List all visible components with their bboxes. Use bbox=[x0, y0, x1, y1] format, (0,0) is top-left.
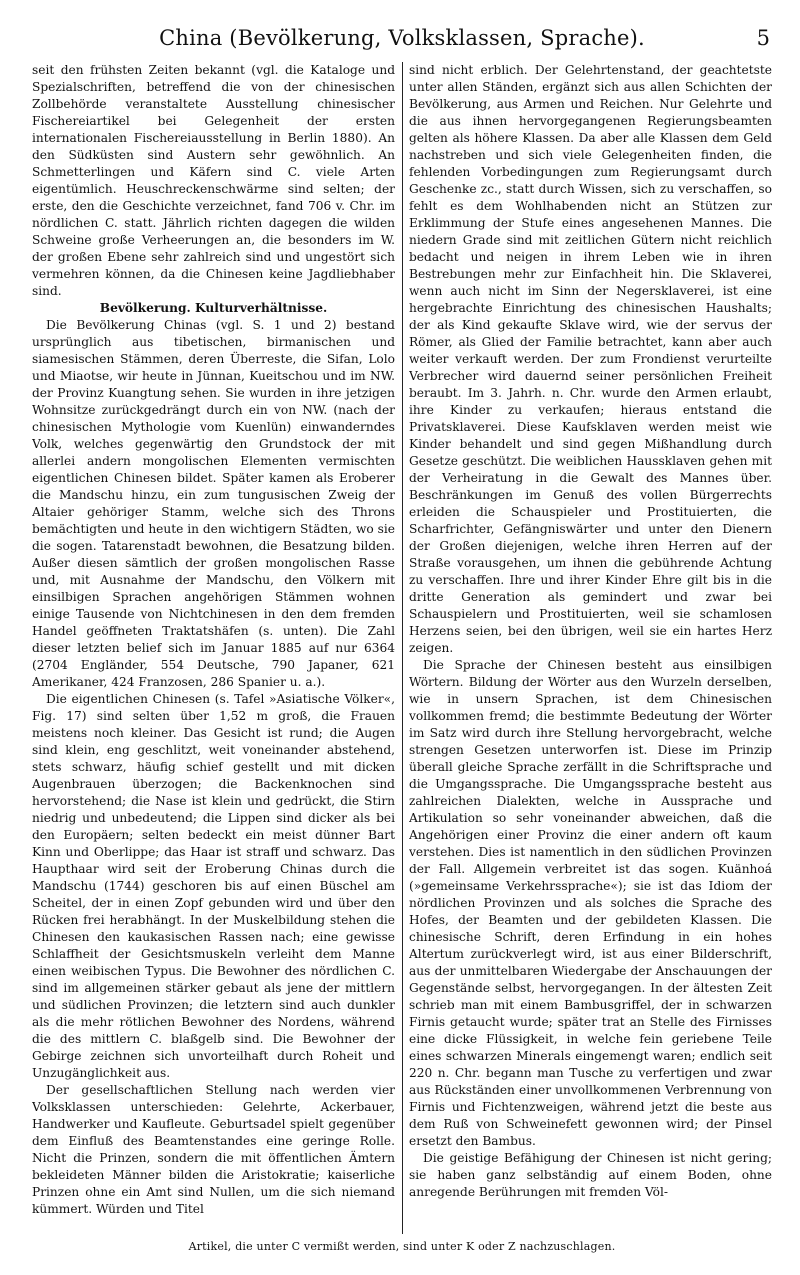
footer-note: Artikel, die unter C vermißt werden, sind unter K oder Z nachzuschlagen. bbox=[188, 1240, 616, 1253]
section-heading: Bevölkerung. Kulturverhältnisse. bbox=[99, 301, 328, 315]
text-columns bbox=[32, 62, 772, 1234]
left-column bbox=[32, 62, 395, 1234]
paragraph: seit den frühsten Zeiten bekannt (vgl. die Kataloge und Spezialschriften, betreffend die von der chinesischen Zollbehörde veranstaltete Ausstellung chinesischer Fischereiartikel bei Gelegenheit der ersten internationalen Fischereiausstellung in Berlin 1880). An den Südküsten sind Austern sehr gewöhnlich. An Schmetterlingen und Käfern sind C. viele Arten eigentümlich. Heuschreckenschwärme sind selten; der erste, den die Geschichte verzeichnet, fand 706 v. Chr. im nördlichen C. statt. Jährlich richten dagegen die wilden Schweine große Verheerungen an, die besonders im W. der großen Ebene sehr zahlreich sind und ungestört sich vermehren können, da die Chinesen keine Jagdliebhaber sind. bbox=[32, 63, 395, 298]
paragraph: Die Bevölkerung Chinas (vgl. S. 1 und 2) bestand ursprünglich aus tibetischen, birmanischen und siamesischen Stämmen, deren Überreste, die Sifan, Lolo und Miaotse, wir heute in Jünnan, Kueitschou und im NW. der Provinz Kuangtung sehen. Sie wurden in ihre jetzigen Wohnsitze zurückgedrängt durch ein von NW. (nach der chinesischen Mythologie vom Kuenlün) einwanderndes Volk, welches gegenwärtig den Grundstock der mit allerlei andern mongolischen Elementen vermischten eigentlichen Chinesen bildet. Später kamen als Eroberer die Mandschu hinzu, ein zum tungusischen Zweig der Altaier gehöriger Stamm, welche sich des Throns bemächtigten und heute in den wichtigern Städten, wo sie die sogen. Tatarenstadt bewohnen, die Besatzung bilden. Außer diesen sämtlich der großen mongolischen Rasse und, mit Ausnahme der Mandschu, den Völkern mit einsilbigen Sprachen angehörigen Stämmen wohnen einige Tausende von Nichtchinesen in den dem fremden Handel geöffneten Traktatshäfen (s. unten). Die Zahl dieser letzten belief sich im Januar 1885 auf nur 6364 (2704 Engländer, 554 Deutsche, 790 Japaner, 621 Amerikaner, 424 Franzosen, 286 Spanier u. a.). bbox=[32, 318, 395, 689]
page-header bbox=[32, 22, 772, 58]
column-divider bbox=[402, 62, 403, 1234]
paragraph: Der gesellschaftlichen Stellung nach werden vier Volksklassen unterschieden: Gelehrte, Ackerbauer, Handwerker und Kaufleute. Geburtsadel spielt gegenüber dem Einfluß des Beamtenstandes eine geringe Rolle. Nicht die Prinzen, sondern die mit öffentlichen Ämtern bekleideten Männer bilden die Aristokratie; kaiserliche Prinzen ohne ein Amt sind Nullen, um die sich niemand kümmert. Würden und Titel bbox=[32, 1083, 395, 1216]
right-column bbox=[409, 62, 772, 1234]
paragraph: Die eigentlichen Chinesen (s. Tafel »Asiatische Völker«, Fig. 17) sind selten über 1,52 m groß, die Frauen meistens noch kleiner. Das Gesicht ist rund; die Augen sind klein, eng geschlitzt, weit voneinander abstehend, stets schwarz, häufig schief gestellt und mit dicken Augenbrauen überzogen; die Backenknochen sind hervorstehend; die Nase ist klein und gedrückt, die Stirn niedrig und unbedeutend; die Lippen sind dicker als bei den Europäern; selten bedeckt ein meist dünner Bart Kinn und Oberlippe; das Haar ist straff und schwarz. Das Haupthaar wird seit der Eroberung Chinas durch die Mandschu (1744) geschoren bis auf einen Büschel am Scheitel, der in einen Zopf gebunden wird und über den Rücken frei herabhängt. In der Muskelbildung stehen die Chinesen den kaukasischen Rassen nach; eine gewisse Schlaffheit der Gesichtsmuskeln verleiht dem Manne einen weibischen Typus. Die Bewohner des nördlichen C. sind im allgemeinen stärker gebaut als jene der mittlern und südlichen Provinzen; die letztern sind auch dunkler als die mehr rötlichen Bewohner des Nordens, während die des mittlern C. blaßgelb sind. Die Bewohner der Gebirge zeichnen sich unvorteilhaft durch Roheit und Unzugänglichkeit aus. bbox=[32, 692, 395, 1080]
paragraph: Die geistige Befähigung der Chinesen ist nicht gering; sie haben ganz selbständig auf einem Boden, ohne anregende Berührungen mit fremden Völ- bbox=[409, 1151, 772, 1199]
paragraph: Die Sprache der Chinesen besteht aus einsilbigen Wörtern. Bildung der Wörter aus den Wurzeln derselben, wie in unsern Sprachen, ist dem Chinesischen vollkommen fremd; die bestimmte Bedeutung der Wörter im Satz wird durch ihre Stellung hervorgebracht, welche strengen Gesetzen unterworfen ist. Diese im Prinzip überall gleiche Sprache zerfällt in die Schriftsprache und die Umgangssprache. Die Umgangssprache besteht aus zahlreichen Dialekten, welche in Aussprache und Artikulation so sehr voneinander abweichen, daß die Angehörigen einer Provinz die einer andern oft kaum verstehen. Dies ist namentlich in den südlichen Provinzen der Fall. Allgemein verbreitet ist das sogen. Kuänhoá (»gemeinsame Verkehrssprache«); sie ist das Idiom der nördlichen Provinzen und als solches die Sprache des Hofes, der Beamten und der gebildeten Klassen. Die chinesische Schrift, deren Erfindung in ein hohes Altertum zurückverlegt wird, ist aus einer Bilderschrift, aus der unmittelbaren Wiedergabe der Anschauungen der Gegenstände selbst, hervorgegangen. In der ältesten Zeit schrieb man mit einem Bambusgriffel, der in schwarzen Firnis getaucht wurde; später trat an Stelle des Firnisses eine dicke Flüssigkeit, in welche fein geriebene Teile eines schwarzen Minerals eingemengt waren; endlich seit 220 n. Chr. begann man Tusche zu verfertigen und zwar aus Rückständen einer unvollkommenen Verbrennung von Firnis und Fichtenzweigen, während jetzt die beste aus dem Ruß von Schweinefett gewonnen wird; der Pinsel ersetzt den Bambus. bbox=[409, 658, 772, 1148]
page-number: 5 bbox=[756, 26, 770, 50]
page-title: China (Bevölkerung, Volksklassen, Sprache). bbox=[159, 26, 645, 50]
paragraph: sind nicht erblich. Der Gelehrtenstand, der geachtetste unter allen Ständen, ergänzt sich aus allen Schichten der Bevölkerung, aus Armen und Reichen. Nur Gelehrte und die aus ihnen hervorgegangenen Regierungsbeamten gelten als höhere Klassen. Da aber alle Klassen dem Geld nachstreben und sich viele Gelegenheiten finden, die fehlenden Vorbedingungen zum Regierungsamt durch Geschenke zc., statt durch Wissen, sich zu verschaffen, so fehlt es dem Wohlhabenden nicht an Stützen zur Erklimmung der Stufe eines angesehenen Mannes. Die niedern Grade sind mit zeitlichen Gütern nicht reichlich bedacht und neigen in ihrem Leben wie in ihren Bestrebungen mehr zur Einfachheit hin. Die Sklaverei, wenn auch nicht im Sinn der Negersklaverei, ist eine hergebrachte Einrichtung des chinesischen Haushalts; der als Kind gekaufte Sklave wird, wie der servus der Römer, als Glied der Familie betrachtet, kann aber auch weiter verkauft werden. Der zum Frondienst verurteilte Verbrecher wird dauernd seiner persönlichen Freiheit beraubt. Im 3. Jahrh. n. Chr. wurde den Armen erlaubt, ihre Kinder zu verkaufen; hieraus entstand die Privatsklaverei. Diese Kaufsklaven werden meist wie Kinder behandelt und sind gegen Mißhandlung durch Gesetze geschützt. Die weiblichen Haussklaven gehen mit der Verheiratung in die Gewalt des Mannes über. Beschränkungen im Genuß des vollen Bürgerrechts erleiden die Schauspieler und Prostituierten, die Scharfrichter, Gefängniswärter und unter den Dienern der Großen diejenigen, welche ihren Herren auf der Straße vorausgehen, um ihnen die gebührende Achtung zu verschaffen. Ihre und ihrer Kinder Ehre gilt bis in die dritte Generation als gemindert und zwar bei Schauspielern und Prostituierten, weil sie schamlosen Herzens seien, bei den übrigen, weil sie ein hartes Herz zeigen. bbox=[409, 63, 772, 655]
